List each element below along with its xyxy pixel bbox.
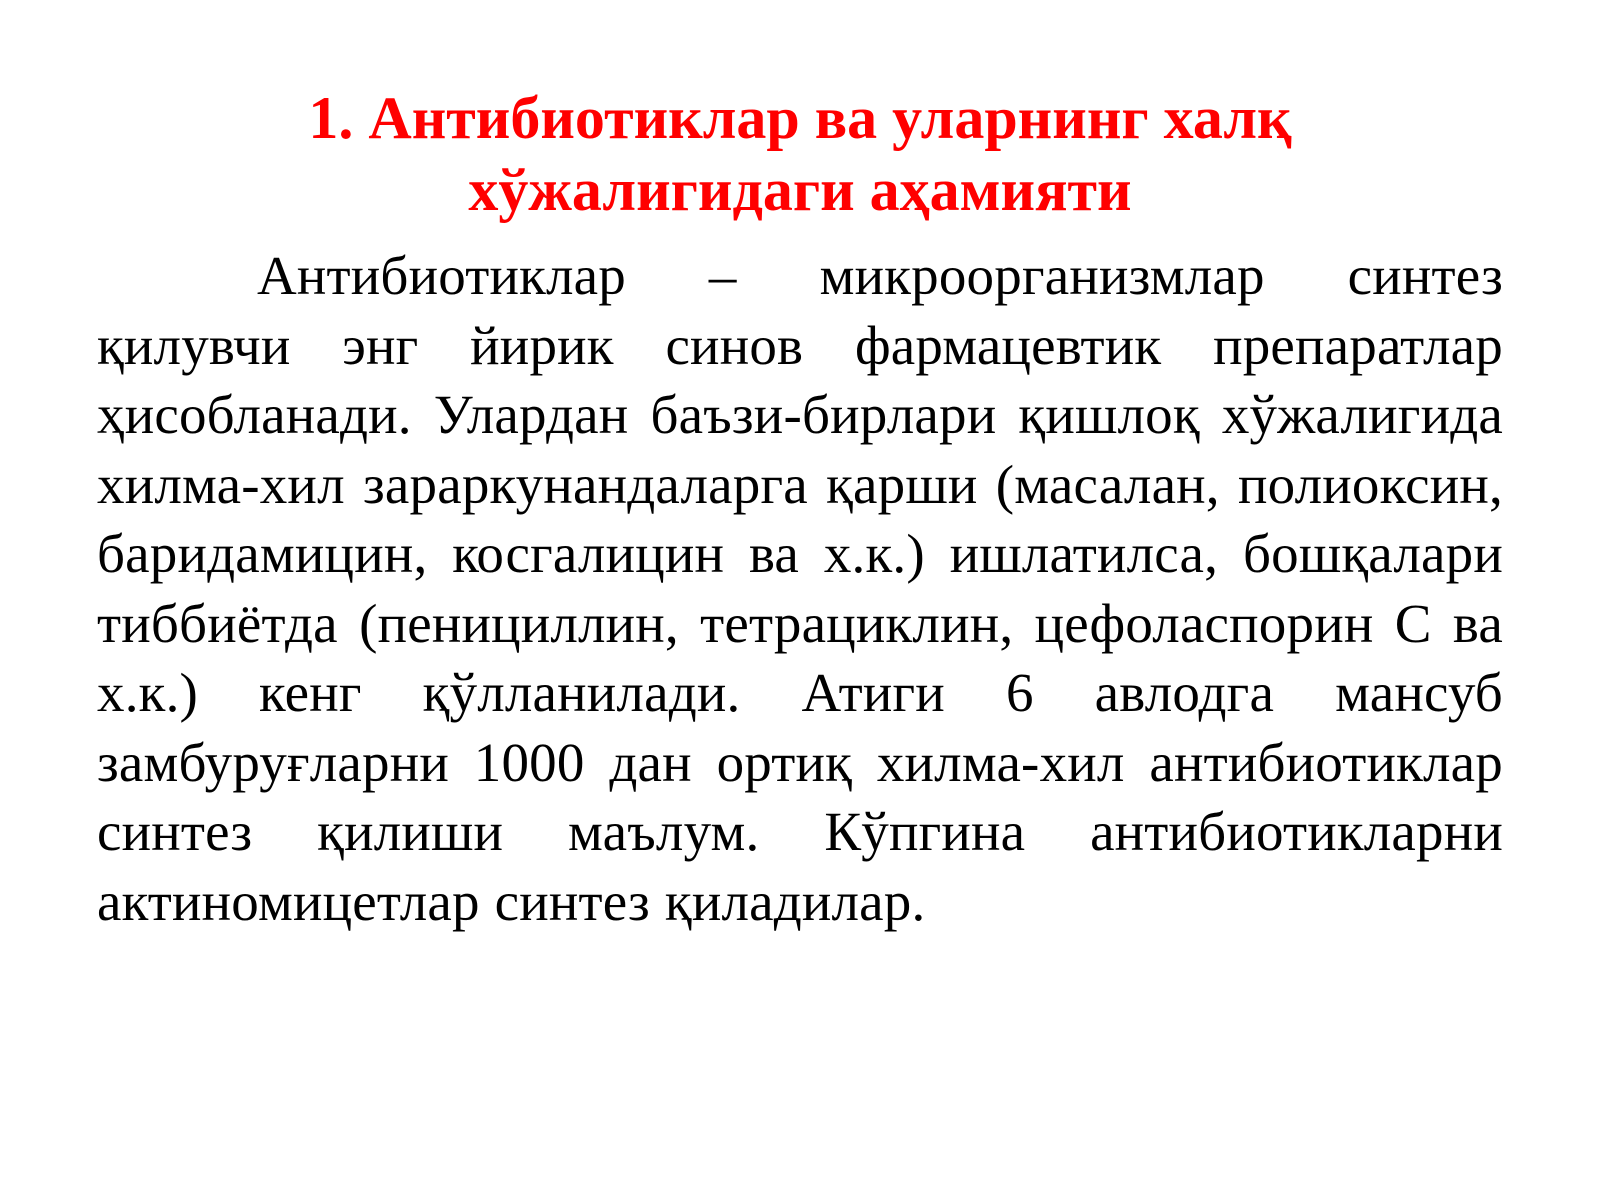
slide-title <box>160 82 1440 226</box>
slide-body-text: Антибиотиклар – микроорганизмлар синтез қилувчи энг йирик синов фармацевтик препаратлар ҳисобланади. Улардан баъзи-бирлари қишлоқ хўжалигида хилма-хил зараркунандаларга қарши (масалан, полиоксин, баридамицин, косгалицин ва х.к.) ишлатилса, бошқалари тиббиётда (пенициллин, тетрациклин, цефоласпорин С ва х.к.) кенг қўлланилади. Атиги 6 авлодга мансуб замбуруғларни 1000 дан ортиқ хилма-хил антибиотиклар синтез қилиши маълум. Кўпгина антибиотикларни актиномицетлар синтез қиладилар. <box>97 245 1503 932</box>
slide-title-line-1: 1. Антибиотиклар ва уларнинг халқ <box>308 85 1292 151</box>
slide-title-line-2: хўжалигидаги аҳамияти <box>468 157 1132 223</box>
